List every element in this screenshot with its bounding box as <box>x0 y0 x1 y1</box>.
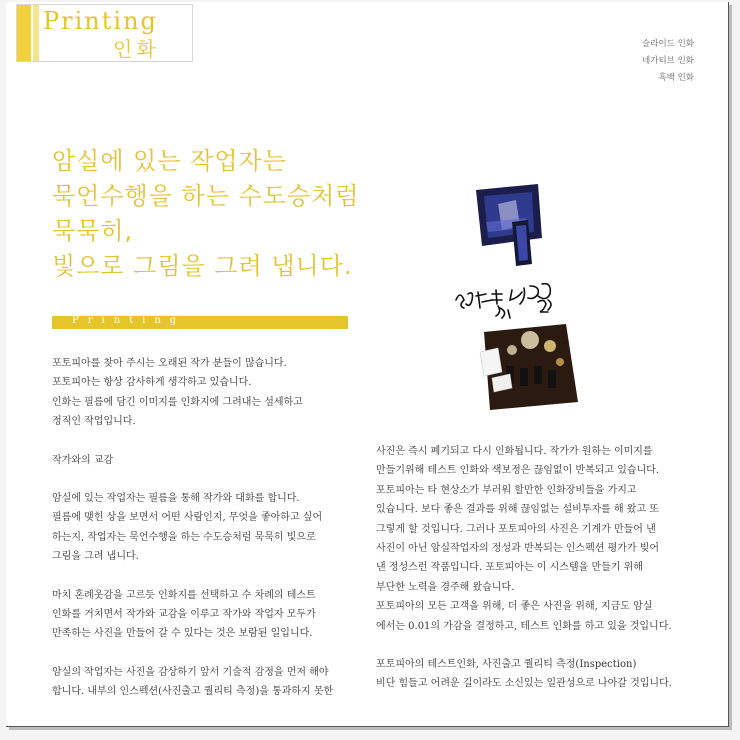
side-menu-item-negative[interactable]: 네가티브 인화 <box>642 56 694 66</box>
paragraph-line: 포토피아의 모든 고객을 위해, 더 좋은 사진을 위해, 지금도 암실 <box>376 601 653 613</box>
section-header <box>16 4 193 62</box>
paragraph-line: 만들기위해 테스트 인화와 색보정은 끊임없이 반복되고 있습니다. <box>376 465 660 477</box>
headline-line: 빛으로 그림을 그려 냅니다. <box>52 252 353 280</box>
paragraph-line: 부단한 노력을 경주해 왔습니다. <box>376 581 515 593</box>
paragraph-line: 그렇게 할 것입니다. 그러나 포토피아의 사진은 기계가 만들어 낸 <box>376 523 656 535</box>
headline-line: 암실에 있는 작업자는 <box>52 147 287 175</box>
paragraph-line: 포토피아는 항상 감사하게 생각하고 있습니다. <box>52 377 252 389</box>
paragraph-line: 정직인 작업입니다. <box>52 416 136 428</box>
paragraph-line: 포토피아의 테스트인화, 사진출고 퀄리티 측정(Inspection) <box>376 659 637 671</box>
header-accent-bar <box>17 5 31 61</box>
paragraph-line: 그림을 그려 냅니다. <box>52 551 139 563</box>
paragraph-line: 암실의 작업자는 사진을 감상하기 앞서 기술적 감정을 먼저 해야 <box>52 666 329 678</box>
photo-top <box>476 184 542 266</box>
photo-bottom <box>480 324 578 410</box>
paragraph-line: 만족하는 사진을 만들어 갈 수 있다는 것은 보람된 일입니다. <box>52 628 313 640</box>
paragraph-line: 마치 혼례옷감을 고르듯 인화지를 선택하고 수 차례의 테스트 <box>52 589 316 601</box>
section-label: Printing <box>72 315 186 326</box>
paragraph-line: 포토피아를 찾아 주시는 오래된 작가 분들이 많습니다. <box>52 358 287 369</box>
paragraph-line: 사진은 즉시 폐기되고 다시 인화됩니다. 작가가 원하는 이미지를 <box>376 446 653 457</box>
handwritten-signature <box>456 284 551 318</box>
header-accent-bar-light <box>33 5 39 61</box>
paragraph-line: 낸 정성스런 작품입니다. 포토피아는 이 시스템을 만들기 위해 <box>376 562 643 574</box>
paragraph-line: 합니다. 내부의 인스펙션(사진출고 퀄리티 측정)을 통과하지 못한 <box>52 686 334 698</box>
side-menu-item-bw[interactable]: 흑백 인화 <box>658 73 694 83</box>
headline-line: 묵언수행을 하는 수도승처럼 <box>52 182 360 210</box>
paragraph-line: 있습니다. 보다 좋은 결과를 위해 끊임없는 설비투자를 해 왔고 또 <box>376 504 659 516</box>
paragraph-line: 암실에 있는 작업자는 필름을 통해 작가와 대화를 합니다. <box>52 493 300 505</box>
paragraph-line: 에서는 0.01의 가감을 결정하고, 테스트 인화를 하고 있을 것입니다. <box>376 620 672 632</box>
paragraph-line: 필름에 맺힌 상을 보면서 어떤 사람인지, 무엇을 좋아하고 싶어 <box>52 512 323 524</box>
paragraph-line: 인화를 거치면서 작가와 교감을 이루고 작가와 작업자 모두가 <box>52 609 316 621</box>
header-title-ko: 인화 <box>113 37 160 61</box>
subheading: 작가와의 교감 <box>52 454 114 466</box>
left-column-text <box>52 354 352 702</box>
right-column-text <box>376 442 706 694</box>
headline-line: 묵묵히, <box>52 217 134 245</box>
paragraph-line: 사진이 아닌 암실작업자의 정성과 반복되는 인스펙션 평가가 빚어 <box>376 543 660 555</box>
paragraph-line: 하는지, 작업자는 묵언수행을 하는 수도승처럼 묵묵히 빛으로 <box>52 531 316 543</box>
photo-collage <box>446 182 606 412</box>
side-menu-item-slide[interactable]: 슬라이드 인화 <box>642 39 694 49</box>
paragraph-line: 인화는 필름에 담긴 이미지를 인화지에 그려내는 섬세하고 <box>52 396 303 408</box>
side-menu <box>642 36 694 87</box>
paragraph-line: 포토피아는 타 현상소가 부러워 할만한 인화장비들을 가지고 <box>376 484 637 496</box>
headline <box>52 144 432 284</box>
page <box>6 2 729 727</box>
section-label-bar <box>52 316 348 329</box>
header-title-en: Printing <box>43 7 158 35</box>
paragraph-line: 비단 힘들고 어려운 길이라도 소신있는 일관성으로 나아갈 것입니다. <box>376 678 672 690</box>
